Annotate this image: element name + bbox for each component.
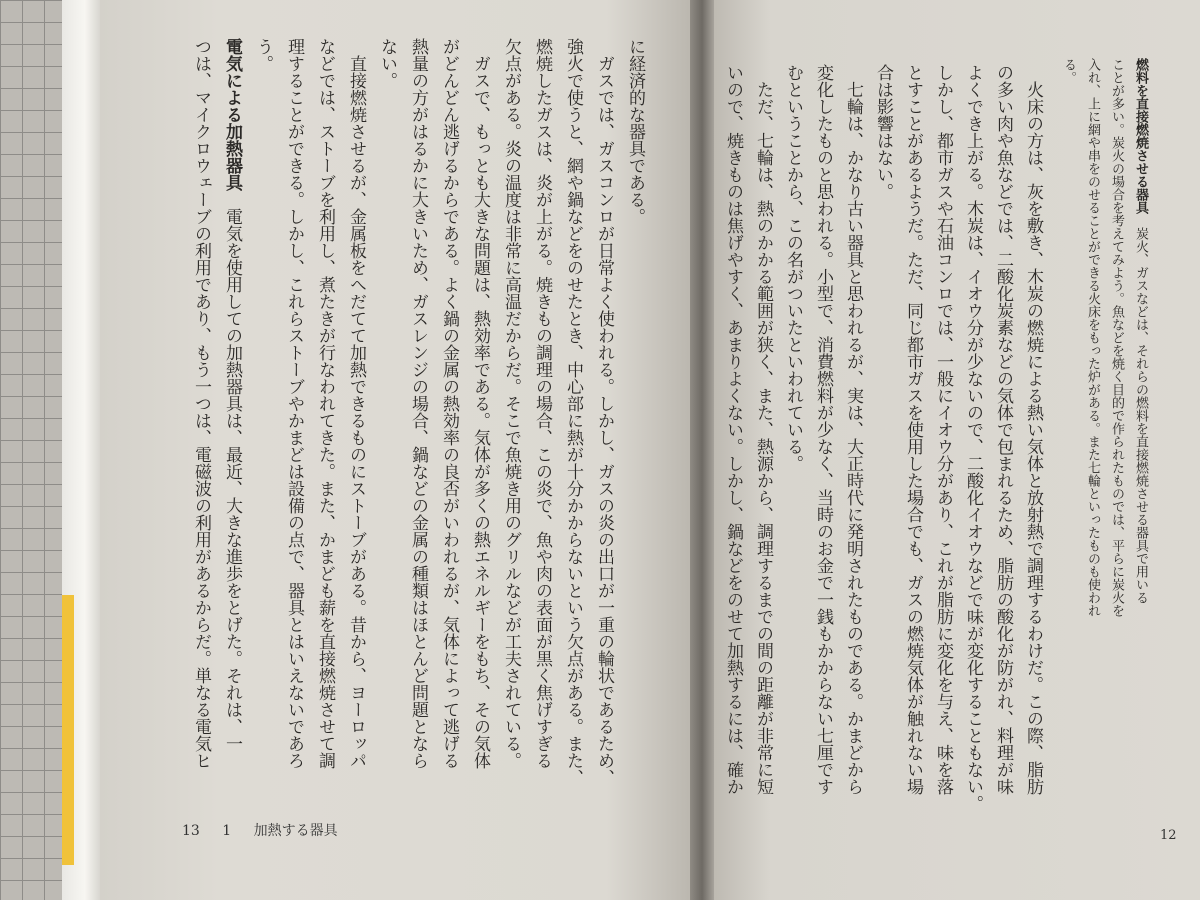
subheading: 電気による加熱器具: [222, 38, 242, 191]
book-edge-yellow-band: [62, 595, 74, 865]
text-column: 理することができる。しかし、これらストーブやかまどは設備の点で、器具とはいえないであろ: [284, 38, 304, 769]
text-column: とすことがあるようだ。ただ、同じ都市ガスを使用した場合でも、ガスの燃焼気体が触れない場: [903, 64, 923, 795]
column-text: 電気を使用しての加熱器具は、最近、大きな進歩をとげた。それは、一: [222, 191, 242, 752]
text-column: 燃焼したガスは、炎が上がる。焼きもの調理の場合、この炎で、魚や肉の表面が黒く焦げすぎる: [532, 38, 552, 769]
book-gutter: [690, 0, 714, 900]
page-number: 13: [182, 823, 200, 839]
text-column: しかし、都市ガスや石油コンロでは、一般にイオウ分があり、これが脂肪に変化を与え、味を落: [933, 64, 953, 795]
text-column: [1128, 58, 1152, 678]
text-column: 入れ、上に網や串をのせることができる火床をもった炉がある。また七輪といったものも使われ: [1085, 58, 1100, 617]
text-column: う。: [253, 38, 273, 72]
text-column: 火床の方は、灰を敷き、木炭の燃焼による熱い気体と放射熱で調理するわけだ。この際、脂肪: [1023, 64, 1043, 795]
text-column: 強火で使うと、網や鍋などをのせたとき、中心部に熱が十分かからないという欠点がある。また、: [563, 38, 583, 786]
chapter-title: 加熱する器具: [253, 823, 338, 839]
page-number: 12: [1160, 828, 1177, 843]
text-column: 直接燃焼させるが、金属板をへだてて加熱できるものにストーブがある。昔から、ヨーロッパ: [346, 38, 366, 769]
text-column: つは、マイクロウェーブの利用であり、もう一つは、電磁波の利用があるからだ。単なる電気ヒ: [191, 38, 211, 769]
grid-paper-background: [0, 0, 62, 900]
chapter-number: 1: [222, 823, 232, 839]
text-column: などでは、ストーブを利用し、煮たきが行なわれてきた。また、かまども薪を直接燃焼させて調: [315, 38, 335, 769]
text-column: [216, 38, 247, 808]
right-page-body: [718, 64, 1048, 844]
left-page-body: [191, 38, 650, 808]
text-column: 七輪は、かなり古い器具と思われるが、実は、大正時代に発明されたものである。かまどから: [843, 64, 863, 795]
text-column: いので、焼きものは焦げやすく、あまりよくない。しかし、鍋などをのせて加熱するには、確か: [723, 64, 743, 795]
section-heading: 燃料を直接燃焼させる器具: [1133, 58, 1148, 214]
right-page-intro: [1056, 58, 1152, 678]
text-column: 熱量の方がはるかに大きいため、ガスレンジの場合、鍋などの金属の種類はほとんど問題となら: [408, 38, 428, 769]
text-column: る。: [1061, 58, 1076, 84]
text-column: ガスでは、ガスコンロが日常よく使われる。しかし、ガスの炎の出口が一重の輪状であるため、: [594, 38, 614, 786]
text-column: の多い肉や魚などでは、二酸化炭素などの気体で包まれるため、脂肪の酸化が防がれ、料理が味: [993, 64, 1013, 795]
text-column: ことが多い。炭火の場合を考えてみよう。魚などを焼く目的で作られたものでは、平らに炭火を: [1109, 58, 1124, 617]
text-column: ない。: [377, 38, 397, 89]
text-column: 変化したものと思われる。小型で、消費燃料が少なく、当時のお金で一銭もかからない七厘です: [813, 64, 833, 795]
text-column: ただ、七輪は、熱のかかる範囲が狭く、また、熱源から、調理するまでの間の距離が非常に短: [753, 64, 773, 795]
text-column: むということから、この名がついたといわれている。: [783, 64, 803, 472]
running-footer: [182, 820, 356, 840]
text-column: 合は影響はない。: [873, 64, 893, 200]
text-column: がどんどん逃げるからである。よく鍋の金属の熱効率の良否がいわれるが、気体によって逃げる: [439, 38, 459, 769]
text-column: ガスで、もっとも大きな問題は、熱効率である。気体が多くの熱エネルギーをもち、その気体: [470, 38, 490, 769]
column-text: 炭火、ガスなどは、それらの燃料を直接燃焼させる器具で用いる: [1133, 227, 1148, 604]
text-column: よくでき上がる。木炭は、イオウ分が少ないので、二酸化イオウなどで味が変化することもない。: [963, 64, 983, 812]
text-column: 欠点がある。炎の温度は非常に高温だからだ。そこで魚焼き用のグリルなどが工夫されている。: [501, 38, 521, 769]
text-column: に経済的な器具である。: [625, 38, 645, 225]
